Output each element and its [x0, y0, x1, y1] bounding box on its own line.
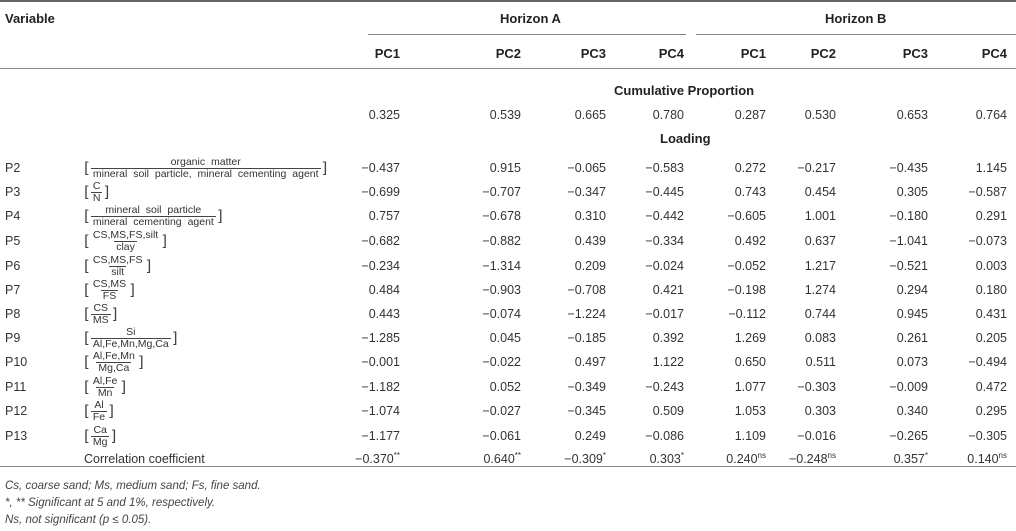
cumulative-value: 0.653 — [896, 108, 928, 122]
fraction — [91, 425, 110, 448]
loading-value: 0.421 — [652, 283, 684, 297]
footnote-significance: *, ** Significant at 5 and 1%, respectively. — [5, 497, 216, 509]
variable-label: P11 — [5, 380, 27, 394]
loading-value: −1.285 — [361, 331, 400, 345]
loading-value: 0.492 — [734, 234, 766, 248]
loading-value: −0.349 — [567, 380, 606, 394]
ratio-formula — [84, 325, 178, 351]
fraction-numerator: Ca — [93, 423, 107, 436]
loading-value: 0.431 — [975, 307, 1007, 321]
loading-value: 0.743 — [734, 185, 766, 199]
loading-value: −0.345 — [567, 404, 606, 418]
loading-value: −0.678 — [482, 209, 521, 223]
loading-value: 0.261 — [896, 331, 928, 345]
loading-value: 0.052 — [489, 380, 521, 394]
cumulative-value: 0.539 — [489, 108, 521, 122]
loading-value: −0.583 — [645, 161, 684, 175]
loading-value: 1.077 — [734, 380, 766, 394]
variable-label: P8 — [5, 307, 21, 321]
fraction-denominator: Fe — [92, 410, 106, 423]
correlation-value — [300, 452, 400, 466]
bottom-rule — [0, 466, 1016, 467]
loading-value: 1.217 — [804, 259, 836, 273]
loading-value: −0.009 — [889, 380, 928, 394]
right-bracket: ] — [110, 427, 117, 445]
ratio-formula — [84, 155, 327, 181]
ratio-formula — [84, 179, 109, 205]
loading-value: 0.305 — [896, 185, 928, 199]
loading-value: −1.224 — [567, 307, 606, 321]
loading-value: 1.269 — [734, 331, 766, 345]
loading-value: 0.497 — [574, 355, 606, 369]
left-bracket: [ — [84, 353, 90, 371]
loading-value: −0.065 — [567, 161, 606, 175]
loading-value: 0.443 — [368, 307, 400, 321]
significance-marker: * — [924, 450, 928, 460]
loading-value: −0.435 — [889, 161, 928, 175]
significance-marker: ns — [998, 450, 1007, 460]
cumulative-value: 0.530 — [804, 108, 836, 122]
ratio-formula — [84, 277, 135, 303]
loading-value: −0.605 — [727, 209, 766, 223]
loading-value: −1.314 — [482, 259, 521, 273]
correlation-number: −0.370 — [355, 452, 394, 466]
loading-value: −0.234 — [361, 259, 400, 273]
fraction — [91, 181, 103, 204]
fraction-denominator: Mg,Ca — [98, 361, 130, 374]
correlation-number: −0.248 — [788, 452, 828, 466]
loading-value: −0.086 — [645, 429, 684, 443]
variable-label: P3 — [5, 185, 21, 199]
fraction-numerator: mineral soil particle — [105, 203, 202, 216]
cumulative-value: 0.764 — [975, 108, 1007, 122]
right-bracket: ] — [137, 353, 144, 371]
loading-value: 0.083 — [804, 331, 836, 345]
pc-header: PC3 — [580, 46, 606, 61]
loading-value: −0.437 — [361, 161, 400, 175]
loading-value: 1.145 — [975, 161, 1007, 175]
fraction-numerator: Al — [94, 398, 104, 411]
loading-value: 0.073 — [896, 355, 928, 369]
loading-value: −0.016 — [797, 429, 836, 443]
loading-value: −0.587 — [968, 185, 1007, 199]
loading-value: −1.182 — [361, 380, 400, 394]
variable-label: P7 — [5, 283, 21, 297]
right-bracket: ] — [321, 159, 328, 177]
loading-value: 0.757 — [368, 209, 400, 223]
right-bracket: ] — [111, 305, 118, 323]
loading-value: −0.217 — [797, 161, 836, 175]
ratio-formula — [84, 374, 126, 400]
loading-value: −0.052 — [727, 259, 766, 273]
loading-value: 0.945 — [896, 307, 928, 321]
loading-value: −0.112 — [728, 307, 766, 321]
right-bracket: ] — [216, 207, 223, 225]
variable-label: P2 — [5, 161, 21, 175]
loading-value: −0.265 — [889, 429, 928, 443]
loading-value: −0.001 — [361, 355, 400, 369]
fraction-denominator: clay — [116, 240, 135, 253]
loading-value: −0.445 — [645, 185, 684, 199]
correlation-number: 0.140 — [967, 452, 999, 466]
loading-value: 0.205 — [975, 331, 1007, 345]
footnote-not-significant: Ns, not significant (p ≤ 0.05). — [5, 514, 152, 526]
fraction — [91, 303, 111, 326]
variable-label: P13 — [5, 429, 28, 443]
left-bracket: [ — [84, 402, 90, 420]
loading-value: 0.509 — [652, 404, 684, 418]
loading-value: −0.027 — [482, 404, 521, 418]
ratio-formula — [84, 228, 167, 254]
correlation-label: Correlation coefficient — [84, 452, 205, 466]
right-bracket: ] — [145, 257, 152, 275]
ratio-formula — [84, 398, 114, 424]
loading-value: −1.074 — [361, 404, 400, 418]
loading-value: −0.682 — [361, 234, 400, 248]
loading-value: −0.707 — [482, 185, 521, 199]
loading-value: 0.249 — [574, 429, 606, 443]
variable-label: P12 — [5, 404, 28, 418]
right-bracket: ] — [103, 183, 110, 201]
horizon-a-rule — [368, 34, 686, 35]
fraction-denominator: mineral cementing agent — [92, 215, 214, 228]
loading-value: −0.073 — [968, 234, 1007, 248]
loading-value: −0.521 — [889, 259, 928, 273]
correlation-value — [736, 452, 836, 466]
significance-marker: * — [602, 450, 606, 460]
fraction-numerator: CS,MS,FS — [92, 253, 143, 266]
right-bracket: ] — [108, 402, 114, 420]
right-bracket: ] — [120, 378, 127, 396]
right-bracket: ] — [161, 232, 168, 250]
cumulative-value: 0.665 — [574, 108, 606, 122]
pc-header: PC4 — [658, 46, 684, 61]
loading-value: −1.177 — [361, 429, 400, 443]
loading-value: 1.053 — [734, 404, 766, 418]
loading-value: −0.017 — [645, 307, 684, 321]
fraction — [91, 279, 128, 302]
pc-header: PC2 — [810, 46, 836, 61]
left-bracket: [ — [84, 232, 90, 250]
ratio-formula — [84, 301, 117, 327]
correlation-number: 0.240 — [726, 452, 758, 466]
fraction-denominator: Mn — [97, 386, 113, 399]
fraction — [91, 255, 145, 278]
header-rule — [0, 68, 1016, 69]
loading-value: 0.303 — [804, 404, 836, 418]
fraction-denominator: N — [92, 191, 101, 204]
horizon-a-header: Horizon A — [500, 11, 561, 26]
loading-value: 0.744 — [804, 307, 836, 321]
fraction-denominator: Mg — [92, 435, 108, 448]
left-bracket: [ — [84, 378, 90, 396]
significance-marker: ** — [393, 450, 400, 460]
loading-value: −0.180 — [889, 209, 928, 223]
ratio-formula — [84, 423, 116, 449]
fraction — [91, 376, 120, 399]
loading-value: 0.650 — [734, 355, 766, 369]
correlation-number: 0.640 — [483, 452, 515, 466]
ratio-formula — [84, 349, 144, 375]
correlation-number: −0.309 — [564, 452, 603, 466]
fraction — [91, 351, 137, 374]
fraction-denominator: silt — [111, 265, 125, 278]
fraction-numerator: Si — [126, 325, 136, 338]
loading-value: −0.442 — [645, 209, 684, 223]
correlation-number: 0.303 — [649, 452, 681, 466]
left-bracket: [ — [84, 159, 90, 177]
fraction-numerator: CS,MS — [92, 277, 127, 290]
significance-marker: ns — [757, 450, 766, 460]
fraction-numerator: CS — [93, 301, 109, 314]
ratio-formula — [84, 253, 151, 279]
loading-value: 0.511 — [805, 355, 836, 369]
footnote-abbreviations: Cs, coarse sand; Ms, medium sand; Fs, fine sand. — [5, 480, 261, 492]
loading-value: 0.454 — [804, 185, 836, 199]
significance-marker: ns — [827, 450, 836, 460]
fraction-denominator: MS — [92, 313, 109, 326]
left-bracket: [ — [84, 207, 90, 225]
right-bracket: ] — [129, 281, 135, 299]
loading-value: 0.291 — [975, 209, 1007, 223]
horizon-b-header: Horizon B — [825, 11, 887, 26]
pc-header: PC3 — [902, 46, 928, 61]
loading-value: 0.472 — [975, 380, 1007, 394]
correlation-value — [907, 452, 1007, 466]
left-bracket: [ — [84, 427, 90, 445]
horizon-b-rule — [696, 34, 1016, 35]
loading-value: −0.303 — [797, 380, 836, 394]
loading-value: 0.340 — [896, 404, 928, 418]
cumulative-value: 0.780 — [652, 108, 684, 122]
loading-value: −0.022 — [482, 355, 521, 369]
loading-value: 0.637 — [804, 234, 836, 248]
right-bracket: ] — [171, 329, 178, 347]
loading-value: 0.045 — [489, 331, 521, 345]
loading-value: −0.198 — [727, 283, 766, 297]
loading-value: −0.882 — [482, 234, 521, 248]
loading-value: 0.180 — [975, 283, 1007, 297]
fraction-numerator: Al,Fe,Mn — [92, 349, 135, 362]
loading-value: 0.915 — [489, 161, 521, 175]
loading-value: −0.305 — [968, 429, 1007, 443]
variable-label: P5 — [5, 234, 21, 248]
fraction-numerator: organic matter — [170, 155, 241, 168]
loading-value: 1.122 — [652, 355, 684, 369]
variable-label: P9 — [5, 331, 21, 345]
fraction-numerator: CS,MS,FS,silt — [92, 228, 159, 241]
fraction — [91, 230, 160, 253]
left-bracket: [ — [84, 281, 90, 299]
pc-header: PC2 — [495, 46, 521, 61]
fraction — [91, 157, 321, 180]
cumulative-value: 0.287 — [734, 108, 766, 122]
left-bracket: [ — [84, 329, 90, 347]
left-bracket: [ — [84, 183, 90, 201]
left-bracket: [ — [84, 257, 90, 275]
loading-value: −0.903 — [482, 283, 521, 297]
pc-header: PC1 — [740, 46, 766, 61]
left-bracket: [ — [84, 305, 90, 323]
loading-label: Loading — [660, 131, 711, 146]
significance-marker: * — [680, 450, 684, 460]
loading-value: −0.243 — [645, 380, 684, 394]
cumulative-proportion-label: Cumulative Proportion — [614, 83, 755, 98]
loading-value: −0.699 — [361, 185, 400, 199]
fraction-numerator: C — [92, 179, 101, 192]
cumulative-value: 0.325 — [368, 108, 400, 122]
loading-value: 0.484 — [368, 283, 400, 297]
correlation-number: 0.357 — [893, 452, 925, 466]
loading-value: −0.494 — [968, 355, 1007, 369]
pc-header: PC4 — [981, 46, 1007, 61]
loading-value: −0.061 — [482, 429, 521, 443]
ratio-formula — [84, 203, 223, 229]
variable-label: P4 — [5, 209, 21, 223]
variable-label: P10 — [5, 355, 28, 369]
loading-value: −0.334 — [645, 234, 684, 248]
loading-value: 0.295 — [975, 404, 1007, 418]
loading-value: 1.274 — [804, 283, 836, 297]
fraction-numerator: Al,Fe — [92, 374, 118, 387]
variable-label: P6 — [5, 259, 21, 273]
loading-value: 1.109 — [734, 429, 766, 443]
top-rule — [0, 0, 1016, 2]
loading-value: −0.708 — [567, 283, 606, 297]
loading-value: −0.074 — [482, 307, 521, 321]
fraction — [91, 205, 216, 228]
fraction-denominator: mineral soil particle, mineral cementing agent — [92, 167, 319, 180]
loading-value: −0.185 — [567, 331, 606, 345]
loading-value: 0.294 — [896, 283, 928, 297]
loading-value: 0.310 — [574, 209, 606, 223]
variable-header: Variable — [5, 11, 55, 26]
loading-value: 0.392 — [652, 331, 684, 345]
loading-value: 1.001 — [804, 209, 836, 223]
fraction — [91, 400, 107, 423]
loading-value: −0.347 — [567, 185, 606, 199]
loading-value: −0.024 — [645, 259, 684, 273]
fraction — [91, 327, 171, 350]
loading-value: 0.272 — [734, 161, 766, 175]
loading-value: 0.003 — [975, 259, 1007, 273]
loading-value: 0.209 — [574, 259, 606, 273]
loading-value: 0.439 — [574, 234, 606, 248]
loading-value: −1.041 — [889, 234, 928, 248]
pc-header: PC1 — [374, 46, 400, 61]
fraction-denominator: FS — [102, 289, 117, 302]
significance-marker: ** — [514, 450, 521, 460]
fraction-denominator: Al,Fe,Mn,Mg,Ca — [92, 337, 169, 350]
